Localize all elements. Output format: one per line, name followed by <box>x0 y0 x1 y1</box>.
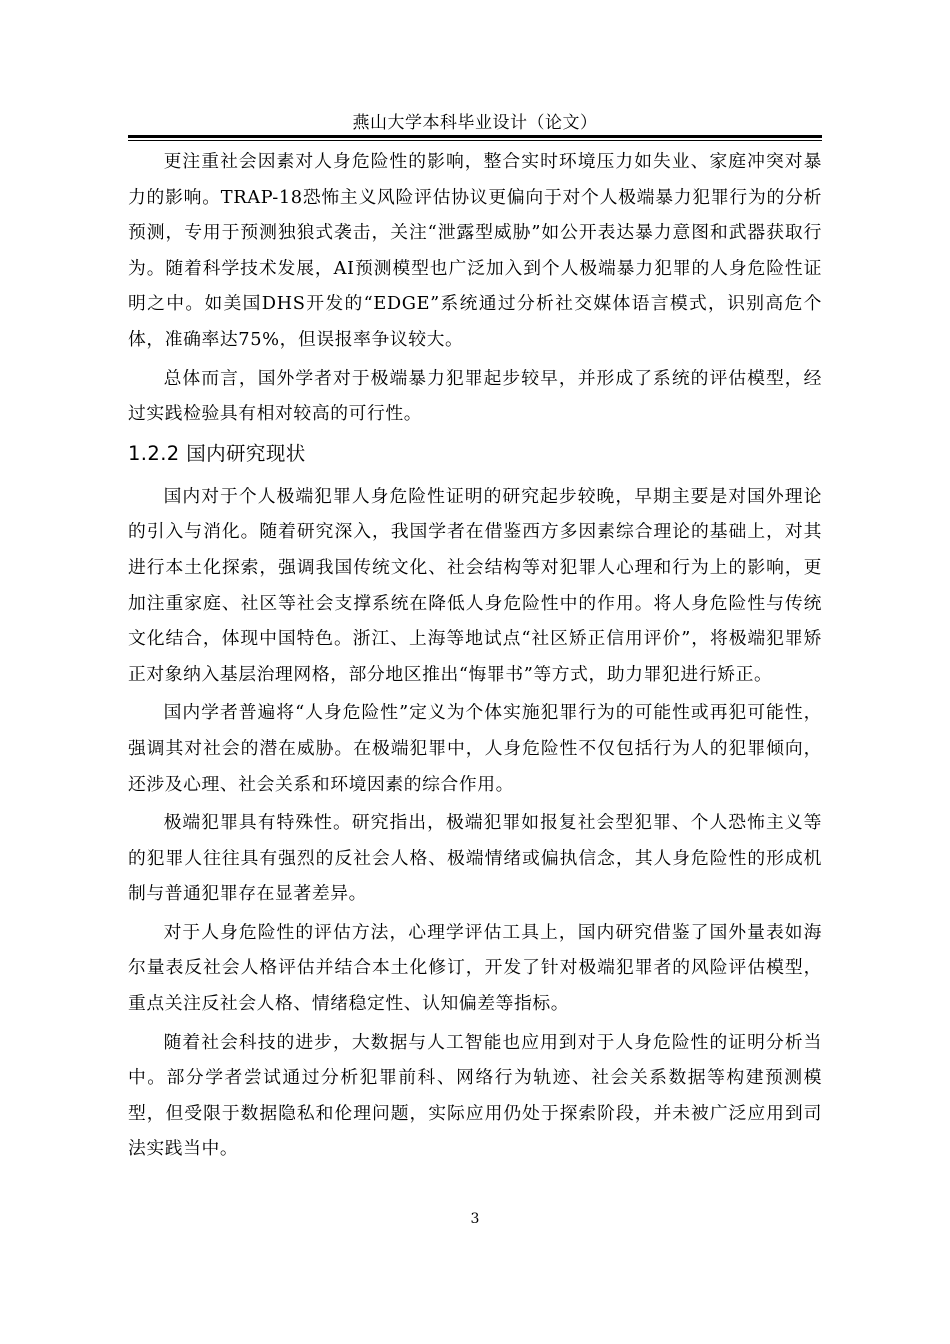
paragraph-big-data: 随着社会科技的进步，大数据与人工智能也应用到对于人身危险性的证明分析当中。部分学者尝试通过分析犯罪前科、网络行为轨迹、社会关系数据等构建预测模型，但受限于数据隐私和伦理问题，实际应用仍处于探索阶段，并未被广泛应用到司法实践当中。 <box>128 1031 822 1160</box>
paragraph-assessment-methods: 对于人身危险性的评估方法，心理学评估工具上，国内研究借鉴了国外量表如海尔量表反社会人格评估并结合本土化修订，开发了针对极端犯罪者的风险评估模型，重点关注反社会人格、情绪稳定性、认知偏差等指标。 <box>128 921 822 1015</box>
paragraph-domestic-intro: 国内对于个人极端犯罪人身危险性证明的研究起步较晚，早期主要是对国外理论的引入与消化。随着研究深入，我国学者在借鉴西方多因素综合理论的基础上，对其进行本土化探索，强调我国传统文化、社会结构等对犯罪人心理和行为上的影响，更加注重家庭、社区等社会支撑系统在降低人身危险性中的作用。将人身危险性与传统文化结合，体现中国特色。浙江、上海等地试点“社区矫正信用评价”，将极端犯罪矫正对象纳入基层治理网格，部分地区推出“悔罪书”等方式，助力罪犯进行矫正。 <box>128 485 822 685</box>
body-text <box>128 144 822 1170</box>
paragraph-particularity: 极端犯罪具有特殊性。研究指出，极端犯罪如报复社会型犯罪、个人恐怖主义等的犯罪人往往具有强烈的反社会人格、极端情绪或偏执信念，其人身危险性的形成机制与普通犯罪存在显著差异。 <box>128 812 822 905</box>
page-number: 3 <box>470 1211 480 1227</box>
paragraph-continued: 更注重社会因素对人身危险性的影响，整合实时环境压力如失业、家庭冲突对暴力的影响。TRAP-18恐怖主义风险评估协议更偏向于对个人极端暴力犯罪行为的分析预测，专用于预测独狼式袭击，关注“泄露型威胁”如公开表达暴力意图和武器获取行为。随着科学技术发展，AI预测模型也广泛加入到个人极端暴力犯罪的人身危险性证明之中。如美国DHS开发的“EDGE”系统通过分析社交媒体语言模式，识别高危个体，准确率达75%，但误报率争议较大。 <box>128 151 822 350</box>
header-rule-thick <box>128 135 822 138</box>
header-rule-thin <box>128 140 822 141</box>
paragraph-summary: 总体而言，国外学者对于极端暴力犯罪起步较早，并形成了系统的评估模型，经过实践检验具有相对较高的可行性。 <box>128 367 822 425</box>
section-heading: 1.2.2 国内研究现状 <box>128 441 306 465</box>
running-header: 燕山大学本科毕业设计（论文） <box>352 113 598 133</box>
paragraph-definition: 国内学者普遍将“人身危险性”定义为个体实施犯罪行为的可能性或再犯可能性，强调其对社会的潜在威胁。在极端犯罪中，人身危险性不仅包括行为人的犯罪倾向，还涉及心理、社会关系和环境因素的综合作用。 <box>128 702 822 795</box>
